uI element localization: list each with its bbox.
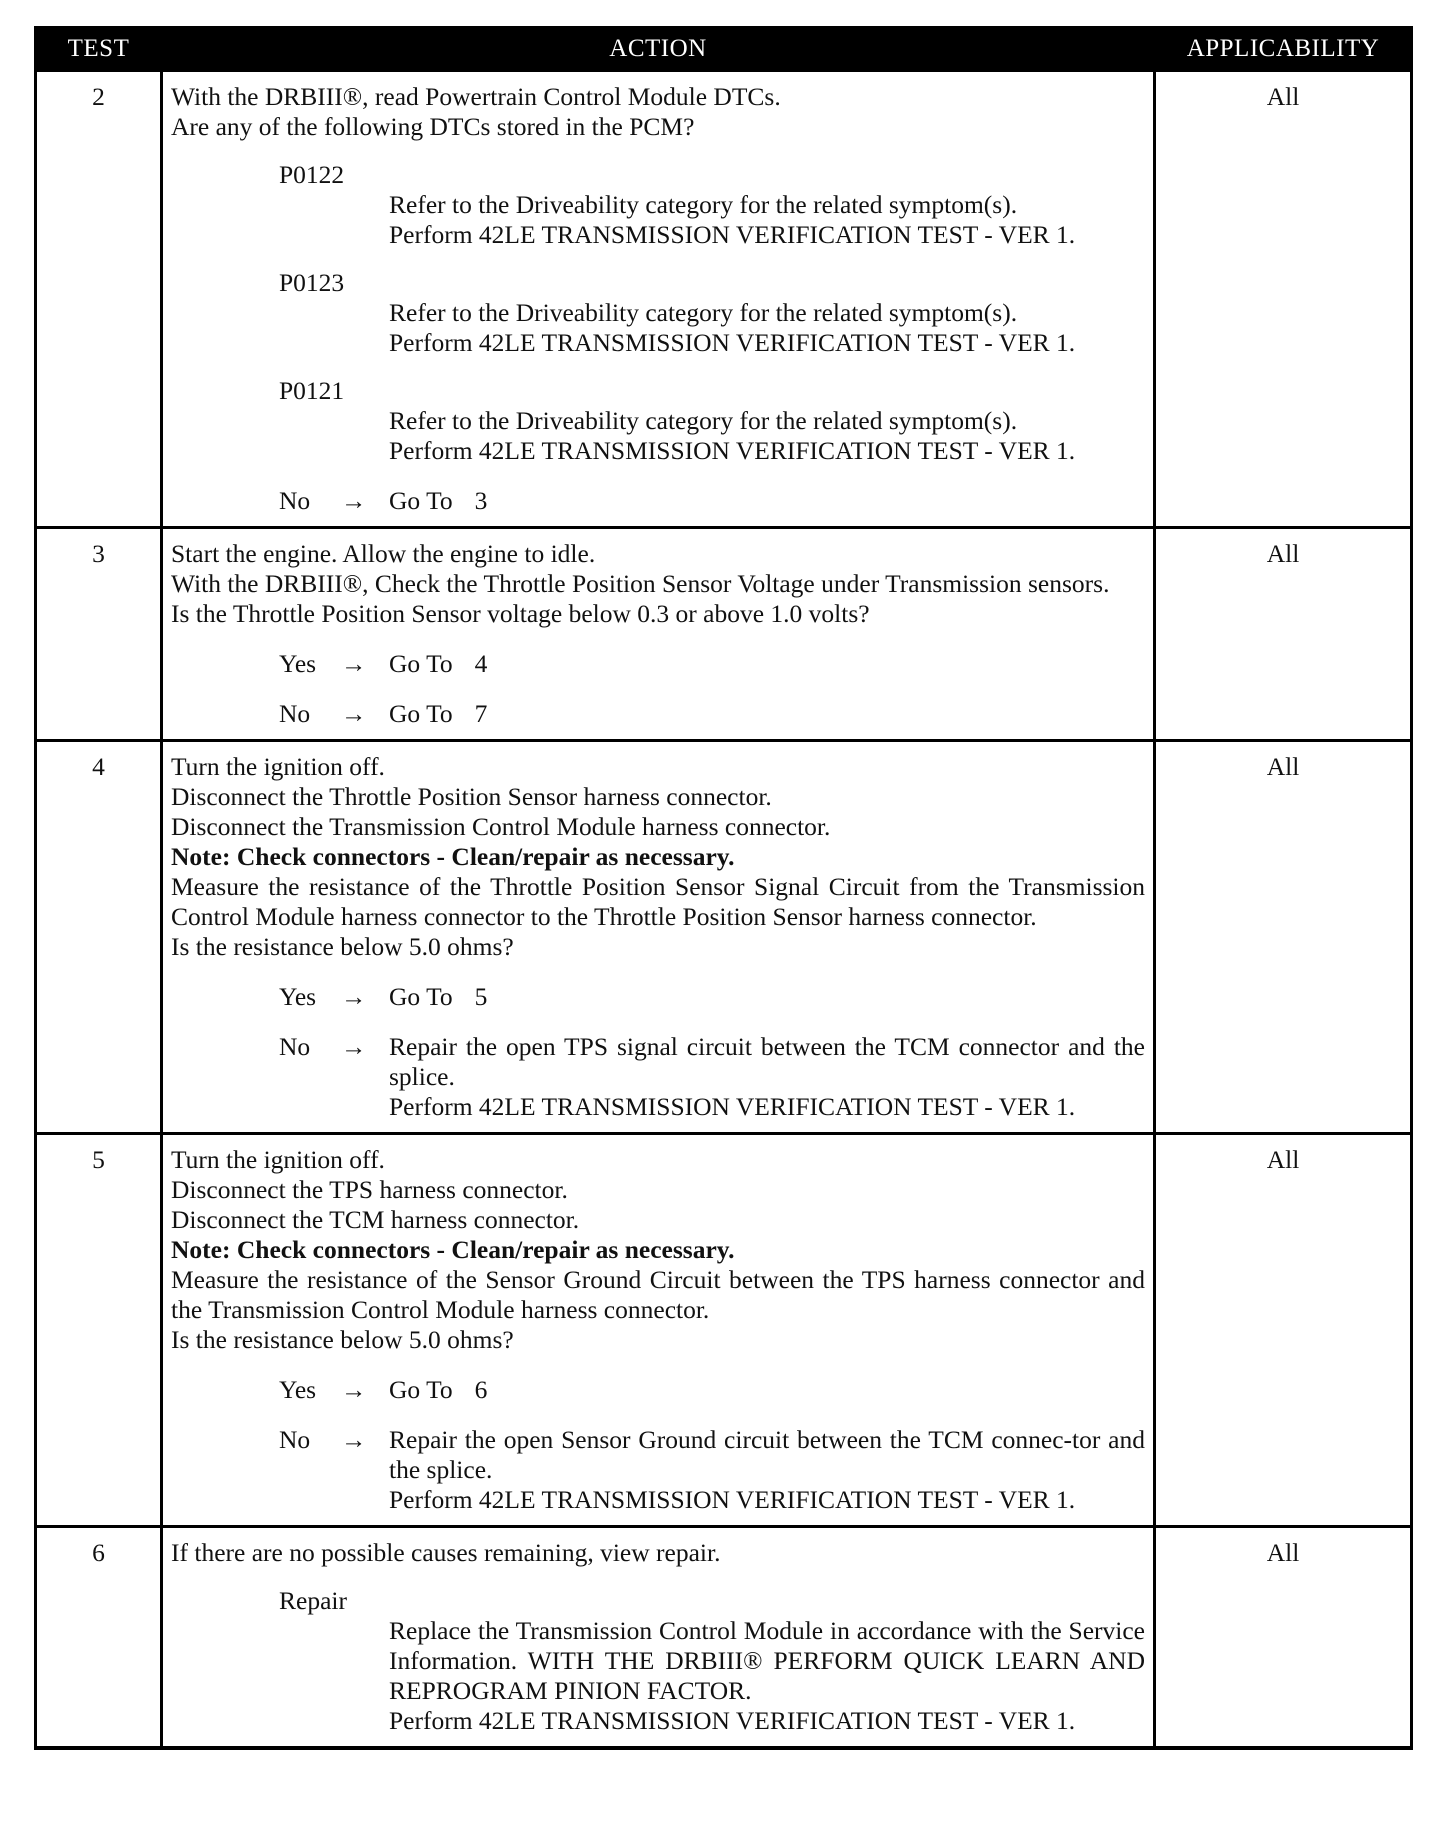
- arrow-icon: →: [341, 982, 367, 1011]
- table-row-test-2: [36, 71, 1412, 528]
- arrow-icon: →: [341, 1032, 367, 1061]
- no-result: [389, 1032, 1145, 1122]
- dtc-text: Refer to the Driveability category for the related symptom(s).: [389, 406, 1018, 435]
- action-line: Disconnect the Throttle Position Sensor harness connector.: [171, 782, 772, 811]
- perform-text: Perform 42LE TRANSMISSION VERIFICATION TEST - VER 1.: [389, 1485, 1076, 1514]
- dtc-item: [171, 268, 1145, 358]
- dtc-code: P0122: [279, 160, 345, 189]
- repair-text: Repair the open Sensor Ground circuit between the TCM connec-tor and the splice.: [389, 1425, 1145, 1484]
- action-line: Turn the ignition off.: [171, 752, 385, 781]
- arrow-icon: →: [341, 699, 367, 728]
- action-line: Are any of the following DTCs stored in the PCM?: [171, 112, 695, 141]
- arrow-icon: →: [341, 649, 367, 678]
- repair-item: [171, 1586, 1145, 1736]
- goto-result: [389, 1375, 1145, 1405]
- yes-choice: [171, 649, 1145, 679]
- action-line: If there are no possible causes remaining, view repair.: [171, 1538, 721, 1567]
- yes-label: Yes: [279, 1375, 317, 1404]
- repair-label: Repair: [279, 1586, 347, 1615]
- measure-text: Measure the resistance of the Throttle Position Sensor Signal Circuit from the Transmission Control Module harness connector to the Throttle Position Sensor harness connector.: [171, 872, 1145, 931]
- goto-number: 6: [474, 1375, 488, 1404]
- action-cell: [162, 528, 1155, 741]
- yes-label: Yes: [279, 649, 317, 678]
- dtc-item: [171, 160, 1145, 250]
- yes-label: Yes: [279, 982, 317, 1011]
- goto-number: 5: [474, 982, 488, 1011]
- dtc-text: Refer to the Driveability category for the related symptom(s).: [389, 190, 1018, 219]
- table-header-row: [36, 28, 1412, 71]
- action-line: With the DRBIII®, read Powertrain Control Module DTCs.: [171, 82, 781, 111]
- goto-result: [389, 486, 1145, 516]
- table-row-test-4: [36, 741, 1412, 1134]
- no-label: No: [279, 1425, 311, 1454]
- action-line: Disconnect the TPS harness connector.: [171, 1175, 568, 1204]
- measure-text: Measure the resistance of the Sensor Ground Circuit between the TPS harness connector and the Transmission Control Module harness connector.: [171, 1265, 1145, 1324]
- note-text: Note: Check connectors - Clean/repair as necessary.: [171, 842, 735, 871]
- dtc-perform: Perform 42LE TRANSMISSION VERIFICATION TEST - VER 1.: [389, 328, 1076, 357]
- action-cell: [162, 1134, 1155, 1527]
- goto-result: [389, 699, 1145, 729]
- header-action: ACTION: [162, 28, 1155, 71]
- question-text: Is the resistance below 5.0 ohms?: [171, 932, 514, 961]
- dtc-text: Refer to the Driveability category for the related symptom(s).: [389, 298, 1018, 327]
- action-line: Disconnect the TCM harness connector.: [171, 1205, 580, 1234]
- arrow-icon: →: [341, 1375, 367, 1404]
- dtc-code: P0123: [279, 268, 345, 297]
- goto-number: 4: [474, 649, 488, 678]
- no-choice: [171, 486, 1145, 516]
- goto-number: 3: [474, 486, 488, 515]
- applicability-cell: All: [1155, 1527, 1412, 1749]
- dtc-item: [171, 376, 1145, 466]
- table-row-test-5: [36, 1134, 1412, 1527]
- repair-text: Repair the open TPS signal circuit between the TCM connector and the splice.: [389, 1032, 1145, 1091]
- yes-choice: [171, 1375, 1145, 1405]
- applicability-cell: All: [1155, 1134, 1412, 1527]
- applicability-cell: All: [1155, 741, 1412, 1134]
- no-result: [389, 1425, 1145, 1515]
- question-text: Is the resistance below 5.0 ohms?: [171, 1325, 514, 1354]
- action-line: Is the Throttle Position Sensor voltage below 0.3 or above 1.0 volts?: [171, 599, 870, 628]
- goto-label: Go To: [389, 982, 453, 1011]
- yes-choice: [171, 982, 1145, 1012]
- test-number: 2: [36, 71, 162, 528]
- perform-text: Perform 42LE TRANSMISSION VERIFICATION TEST - VER 1.: [389, 1706, 1076, 1735]
- no-choice: [171, 699, 1145, 729]
- arrow-icon: →: [341, 1425, 367, 1454]
- header-applicability: APPLICABILITY: [1155, 28, 1412, 71]
- no-label: No: [279, 486, 311, 515]
- test-number: 5: [36, 1134, 162, 1527]
- no-choice: [171, 1032, 1145, 1122]
- arrow-icon: →: [341, 486, 367, 515]
- goto-label: Go To: [389, 649, 453, 678]
- goto-label: Go To: [389, 699, 453, 728]
- no-choice: [171, 1425, 1145, 1515]
- no-label: No: [279, 1032, 311, 1061]
- test-number: 6: [36, 1527, 162, 1749]
- repair-text: Replace the Transmission Control Module in accordance with the Service Information. WITH THE DRBIII® PERFORM QUICK LEARN AND REPROGRAM PINION FACTOR.: [389, 1616, 1145, 1705]
- dtc-code: P0121: [279, 376, 345, 405]
- action-cell: [162, 741, 1155, 1134]
- diagnostic-test-table: [34, 26, 1413, 1750]
- dtc-perform: Perform 42LE TRANSMISSION VERIFICATION TEST - VER 1.: [389, 436, 1076, 465]
- applicability-cell: All: [1155, 528, 1412, 741]
- test-number: 3: [36, 528, 162, 741]
- action-line: With the DRBIII®, Check the Throttle Position Sensor Voltage under Transmission sensors.: [171, 569, 1110, 598]
- table-row-test-3: [36, 528, 1412, 741]
- action-cell: [162, 1527, 1155, 1749]
- table-row-test-6: [36, 1527, 1412, 1749]
- action-cell: [162, 71, 1155, 528]
- action-line: Start the engine. Allow the engine to idle.: [171, 539, 596, 568]
- goto-label: Go To: [389, 1375, 453, 1404]
- action-line: Disconnect the Transmission Control Module harness connector.: [171, 812, 831, 841]
- goto-result: [389, 982, 1145, 1012]
- action-line: Turn the ignition off.: [171, 1145, 385, 1174]
- header-test: TEST: [36, 28, 162, 71]
- applicability-cell: All: [1155, 71, 1412, 528]
- goto-label: Go To: [389, 486, 453, 515]
- note-text: Note: Check connectors - Clean/repair as necessary.: [171, 1235, 735, 1264]
- no-label: No: [279, 699, 311, 728]
- test-number: 4: [36, 741, 162, 1134]
- goto-number: 7: [474, 699, 488, 728]
- dtc-perform: Perform 42LE TRANSMISSION VERIFICATION TEST - VER 1.: [389, 220, 1076, 249]
- perform-text: Perform 42LE TRANSMISSION VERIFICATION TEST - VER 1.: [389, 1092, 1076, 1121]
- goto-result: [389, 649, 1145, 679]
